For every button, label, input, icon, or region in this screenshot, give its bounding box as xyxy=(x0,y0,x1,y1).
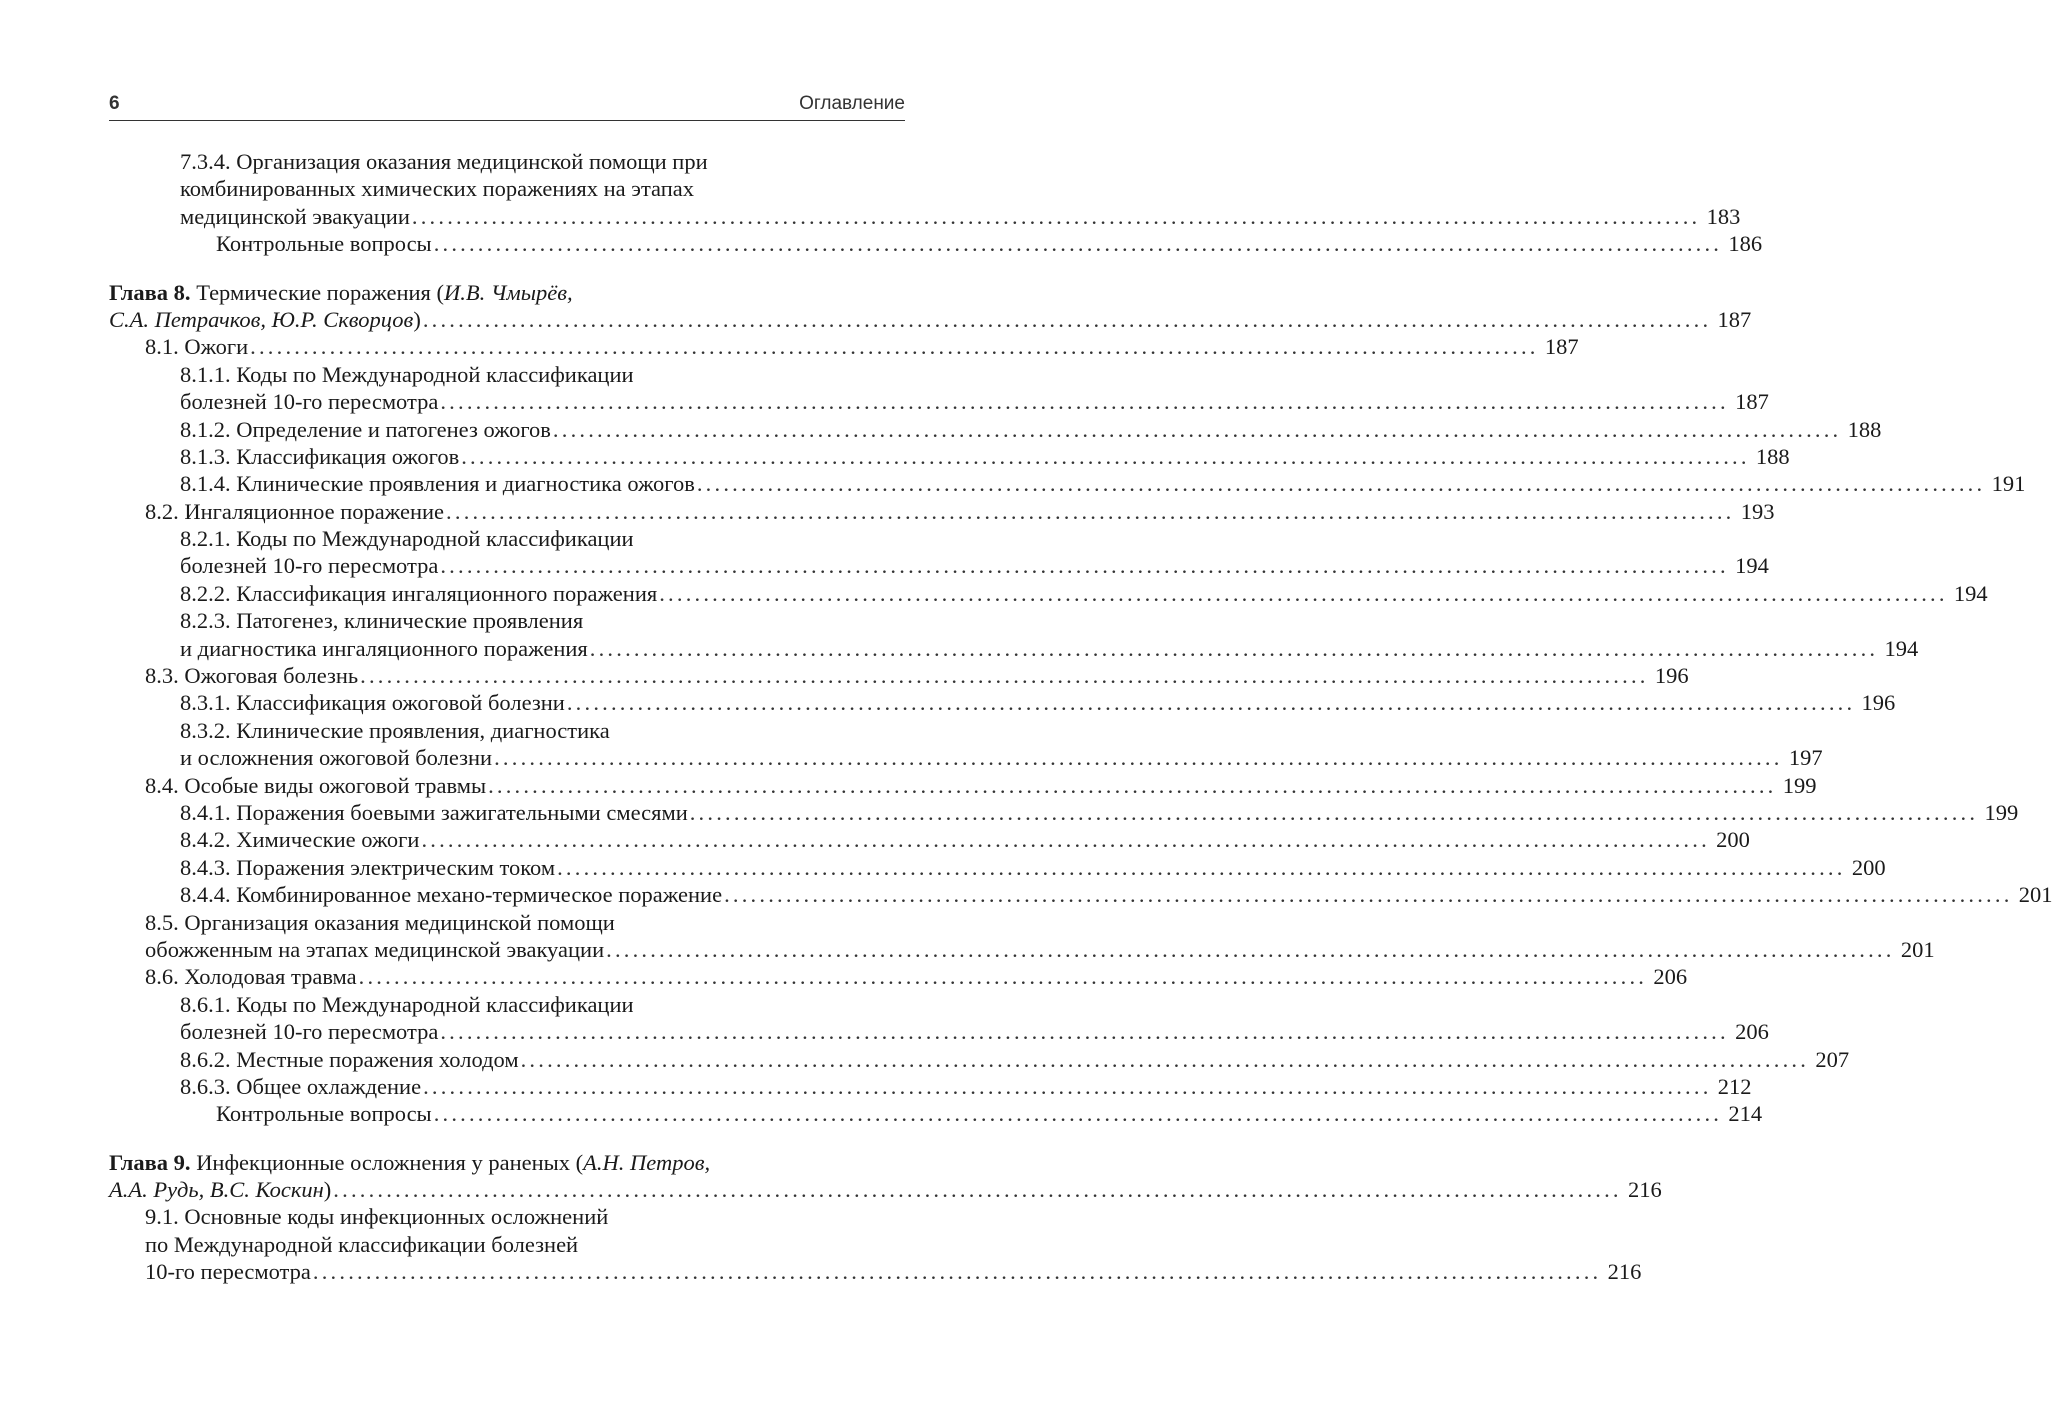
toc-entry-text: 9.1. Основные коды инфекционных осложнений xyxy=(145,1204,609,1230)
toc-entry-text xyxy=(109,306,421,333)
toc-entry-text: и диагностика ингаляционного поражения xyxy=(180,635,588,661)
dot-leader: .................................................................................................................................................. xyxy=(312,1259,1602,1285)
dot-leader: .................................................................................................................................................. xyxy=(566,690,1856,716)
dot-leader: .................................................................................................................................................. xyxy=(440,1019,1729,1045)
toc-page-number: 200 xyxy=(1716,827,1750,853)
toc-entry[interactable] xyxy=(109,1176,1662,1203)
toc-entry[interactable] xyxy=(216,230,1763,257)
dot-leader: .................................................................................................................................................. xyxy=(659,580,1948,606)
toc-line xyxy=(109,662,1689,689)
dot-leader: .................................................................................................................................................. xyxy=(423,1073,1712,1099)
toc-line xyxy=(109,607,905,634)
toc-entry[interactable] xyxy=(109,306,1752,333)
toc-page-number: 201 xyxy=(2018,882,2053,908)
toc-line xyxy=(109,148,905,175)
toc-entry-text: 8.3.1. Классификация ожоговой болезни xyxy=(180,690,565,716)
dot-leader: .................................................................................................................................................. xyxy=(440,553,1729,579)
toc-entry[interactable] xyxy=(180,443,1790,470)
toc-entry[interactable] xyxy=(145,963,1688,990)
dot-leader: .................................................................................................................................................. xyxy=(589,635,1879,661)
toc-line xyxy=(109,470,2026,497)
toc-entry-text: Контрольные вопросы xyxy=(216,231,432,257)
toc-entry-text: 8.4.3. Поражения электрическим током xyxy=(180,854,556,880)
toc-line xyxy=(109,1073,1752,1100)
toc-page-number: 206 xyxy=(1735,1019,1769,1045)
toc-entry[interactable] xyxy=(145,662,1689,689)
toc-page-number: 188 xyxy=(1847,416,1882,442)
toc-entry-text: 8.4.1. Поражения боевыми зажигательными смесями xyxy=(180,799,688,825)
toc-page-number: 196 xyxy=(1654,663,1689,689)
toc-line xyxy=(109,552,1769,579)
toc-line xyxy=(109,936,1935,963)
toc-entry-text: 8.4.2. Химические ожоги xyxy=(180,827,420,853)
toc-line xyxy=(109,854,1886,881)
toc-entry-text: Контрольные вопросы xyxy=(216,1101,432,1127)
dot-leader: .................................................................................................................................................. xyxy=(433,231,1723,257)
dot-leader: .................................................................................................................................................. xyxy=(360,663,1649,689)
toc-entry-text: болезней 10-го пересмотра xyxy=(180,389,439,415)
toc-page-number: 200 xyxy=(1851,854,1886,880)
running-title: Оглавление xyxy=(799,93,905,114)
toc-entry[interactable] xyxy=(145,936,1935,963)
dot-leader: .................................................................................................................................................. xyxy=(724,882,2013,908)
toc-page-number: 194 xyxy=(1884,635,1919,661)
dot-leader: .................................................................................................................................................. xyxy=(433,1101,1723,1127)
closing-paren: ) xyxy=(323,1177,332,1203)
toc-entry-text: обожженным на этапах медицинской эвакуации xyxy=(145,936,605,962)
toc-line xyxy=(109,306,1752,333)
toc-entry-text xyxy=(109,1176,331,1203)
toc-line xyxy=(109,388,1769,415)
toc-page-number: 216 xyxy=(1607,1259,1642,1285)
toc-entry[interactable] xyxy=(180,799,2019,826)
toc-page-number: 214 xyxy=(1728,1101,1763,1127)
toc-entry-text: 8.4. Особые виды ожоговой травмы xyxy=(145,772,487,798)
toc-entry[interactable] xyxy=(180,689,1896,716)
toc-entry[interactable] xyxy=(180,203,1741,230)
toc-entry-text: и осложнения ожоговой болезни xyxy=(180,745,493,771)
toc-page-number: 187 xyxy=(1544,334,1579,360)
toc-line xyxy=(109,279,905,306)
chapter-authors: А.А. Рудь, В.С. Коскин xyxy=(109,1177,324,1203)
toc-page-number: 216 xyxy=(1628,1177,1662,1203)
toc-line xyxy=(109,1149,905,1176)
toc-line xyxy=(109,991,905,1018)
toc-entry-text: 8.2. Ингаляционное поражение xyxy=(145,498,445,524)
toc-entry[interactable] xyxy=(180,1018,1769,1045)
toc-entry[interactable] xyxy=(180,744,1823,771)
dot-leader: .................................................................................................................................................. xyxy=(421,827,1710,853)
toc-line xyxy=(109,203,1741,230)
toc-line xyxy=(109,717,905,744)
toc-entry[interactable] xyxy=(145,772,1817,799)
toc-line xyxy=(109,580,1988,607)
toc-page-number: 194 xyxy=(1953,580,1988,606)
toc-entry-text: 10-го пересмотра xyxy=(145,1259,311,1285)
toc-line xyxy=(109,1258,1642,1285)
toc-entry[interactable] xyxy=(180,635,1919,662)
chapter-label: Глава 8. xyxy=(109,279,191,305)
chapter-title: Термические поражения ( xyxy=(190,279,444,305)
toc-entry-text: 8.1. Ожоги xyxy=(145,334,249,360)
toc-entry-text: комбинированных химических поражениях на этапах xyxy=(180,176,695,202)
toc-line xyxy=(109,175,905,202)
dot-leader: .................................................................................................................................................. xyxy=(606,936,1895,962)
dot-leader: .................................................................................................................................................. xyxy=(422,306,1712,332)
chapter-heading xyxy=(109,1149,710,1176)
chapter-heading xyxy=(109,279,573,306)
dot-leader: .................................................................................................................................................. xyxy=(488,772,1777,798)
chapter-label: Глава 9. xyxy=(109,1149,191,1175)
toc-page-number: 194 xyxy=(1735,553,1769,579)
toc-page-number: 187 xyxy=(1717,306,1752,332)
toc-entry-text: 8.2.3. Патогенез, клинические проявления xyxy=(180,608,584,634)
toc-line xyxy=(109,689,1896,716)
toc-entry-text: 8.1.2. Определение и патогенез ожогов xyxy=(180,416,551,442)
closing-paren: ) xyxy=(413,306,421,332)
toc-line xyxy=(109,1231,905,1258)
toc-entry[interactable] xyxy=(180,1073,1752,1100)
toc-line xyxy=(109,525,905,552)
toc-page-number: 197 xyxy=(1788,745,1823,771)
toc-entry-text: 8.3. Ожоговая болезнь xyxy=(145,663,359,689)
toc-entry[interactable] xyxy=(180,1046,1850,1073)
toc-page-number: 207 xyxy=(1815,1046,1850,1072)
toc-entry-text: 8.6.1. Коды по Международной классификации xyxy=(180,991,634,1017)
dot-leader: .................................................................................................................................................. xyxy=(440,389,1729,415)
toc-page-number: 186 xyxy=(1728,231,1763,257)
toc-entry-text: 8.6. Холодовая травма xyxy=(145,964,357,990)
dot-leader: .................................................................................................................................................. xyxy=(461,443,1750,469)
toc-page-number: 206 xyxy=(1653,964,1688,990)
toc-entry-text: 8.2.1. Коды по Международной классификации xyxy=(180,526,634,552)
toc-entry-text: 8.1.1. Коды по Международной классификации xyxy=(180,361,634,387)
toc-entry-text: 8.5. Организация оказания медицинской помощи xyxy=(145,909,615,935)
toc-entry[interactable] xyxy=(180,854,1886,881)
toc-entry-text: 7.3.4. Организация оказания медицинской помощи при xyxy=(180,149,708,174)
toc-entry[interactable] xyxy=(145,1258,1642,1285)
toc-entry-text: 8.6.3. Общее охлаждение xyxy=(180,1073,422,1099)
toc-entry-text: 8.3.2. Клинические проявления, диагностика xyxy=(180,717,610,743)
dot-leader: .................................................................................................................................................. xyxy=(696,471,1986,497)
toc-page-number: 188 xyxy=(1755,443,1790,469)
toc-entry-text: 8.4.4. Комбинированное механо-термическое поражение xyxy=(180,882,723,908)
dot-leader: .................................................................................................................................................. xyxy=(411,203,1701,229)
toc-line xyxy=(109,1100,1763,1127)
toc-line xyxy=(109,881,2053,908)
toc-entry[interactable] xyxy=(145,333,1579,360)
toc-line xyxy=(109,799,2019,826)
toc-entry[interactable] xyxy=(145,498,1775,525)
dot-leader: .................................................................................................................................................. xyxy=(552,416,1842,442)
toc-entry[interactable] xyxy=(180,388,1769,415)
toc-line xyxy=(109,416,1882,443)
toc-line xyxy=(109,963,1688,990)
dot-leader: .................................................................................................................................................. xyxy=(520,1046,1810,1072)
toc-line xyxy=(109,230,1763,257)
toc-entry[interactable] xyxy=(180,580,1988,607)
dot-leader: .................................................................................................................................................. xyxy=(494,745,1783,771)
toc-line xyxy=(109,361,905,388)
toc-entry[interactable] xyxy=(180,826,1750,853)
toc-entry-text: 8.1.3. Классификация ожогов xyxy=(180,443,460,469)
chapter-authors: И.В. Чмырёв, xyxy=(444,279,573,305)
page-number: 6 xyxy=(109,93,120,114)
table-of-contents xyxy=(109,148,2053,1286)
dot-leader: .................................................................................................................................................. xyxy=(333,1177,1622,1203)
toc-entry-text: болезней 10-го пересмотра xyxy=(180,553,439,579)
toc-entry[interactable] xyxy=(180,552,1769,579)
toc-entry-text: 8.2.2. Классификация ингаляционного поражения xyxy=(180,580,658,606)
toc-page-number: 187 xyxy=(1735,389,1769,415)
toc-page-number: 201 xyxy=(1900,936,1935,962)
toc-entry-text: медицинской эвакуации xyxy=(180,203,410,229)
toc-entry-text: 8.6.2. Местные поражения холодом xyxy=(180,1046,519,1072)
toc-page-number: 191 xyxy=(1991,471,2026,497)
toc-entry-text: болезней 10-го пересмотра xyxy=(180,1019,439,1045)
toc-page-number: 196 xyxy=(1861,690,1896,716)
toc-line xyxy=(109,826,1750,853)
toc-page-number: 199 xyxy=(1782,772,1817,798)
toc-entry[interactable] xyxy=(216,1100,1763,1127)
toc-page-number: 193 xyxy=(1740,498,1775,524)
dot-leader: .................................................................................................................................................. xyxy=(250,334,1539,360)
dot-leader: .................................................................................................................................................. xyxy=(557,854,1846,880)
toc-line xyxy=(109,909,905,936)
dot-leader: .................................................................................................................................................. xyxy=(689,799,1979,825)
toc-page-number: 183 xyxy=(1706,203,1741,229)
chapter-title: Инфекционные осложнения у раненых ( xyxy=(190,1149,584,1175)
dot-leader: .................................................................................................................................................. xyxy=(446,498,1735,524)
toc-entry[interactable] xyxy=(180,470,2026,497)
toc-entry-text: 8.1.4. Клинические проявления и диагностика ожогов xyxy=(180,471,695,497)
toc-line xyxy=(109,1046,1850,1073)
toc-line xyxy=(109,635,1919,662)
running-header xyxy=(109,90,905,121)
toc-entry[interactable] xyxy=(180,416,1882,443)
toc-line xyxy=(109,1018,1769,1045)
toc-line xyxy=(109,443,1790,470)
toc-page-number: 212 xyxy=(1717,1073,1752,1099)
chapter-authors: С.А. Петрачков, Ю.Р. Скворцов xyxy=(109,306,414,332)
toc-line xyxy=(109,744,1823,771)
toc-line xyxy=(109,772,1817,799)
toc-line xyxy=(109,333,1579,360)
toc-entry-text: по Международной классификации болезней xyxy=(145,1231,579,1257)
toc-line xyxy=(109,1176,1662,1203)
chapter-authors: А.Н. Петров, xyxy=(583,1149,711,1175)
toc-entry[interactable] xyxy=(180,881,2053,908)
toc-line xyxy=(109,498,1775,525)
dot-leader: .................................................................................................................................................. xyxy=(358,964,1648,990)
toc-line xyxy=(109,1203,905,1230)
toc-page-number: 199 xyxy=(1984,799,2019,825)
